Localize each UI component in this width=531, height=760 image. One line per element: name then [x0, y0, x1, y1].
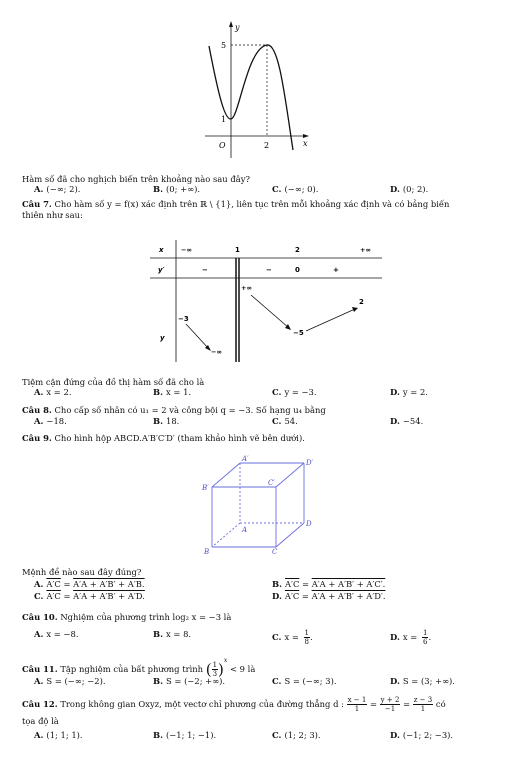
q9-option-lhs: A′C	[284, 591, 300, 601]
table-sign: +	[333, 266, 339, 274]
q6-text: Hàm số đã cho nghịch biến trên khoảng nào sau đây?	[22, 174, 250, 184]
graph-y5: 5	[221, 41, 227, 50]
q7-option-text: y = 2.	[402, 387, 428, 397]
q7-option-text: y = −3.	[284, 387, 317, 397]
q8-text: Cho cấp số nhân có u₁ = 2 và công bội q = −3. Số hạng u₄ bằng	[54, 405, 326, 415]
q6-option-letter: B.	[153, 184, 163, 194]
q12-option-text: (1; 2; 3).	[284, 730, 321, 740]
vertex-d: D	[306, 520, 312, 528]
q8-option-text: 54.	[284, 416, 298, 426]
vertex-d-prime: D′	[306, 459, 314, 467]
frac-num: 1	[304, 629, 309, 637]
q12-label: Câu 12.	[22, 699, 58, 709]
q6-option-a[interactable]	[34, 184, 80, 194]
frac-den: 6	[422, 638, 428, 646]
q9-option-lhs: A′C	[46, 591, 61, 601]
q11-option-text: S = (3; +∞).	[402, 676, 455, 686]
frac-den: 3	[212, 670, 218, 678]
q8-option-letter: C.	[272, 416, 282, 426]
q9-option-rhs: A′A + A′B′ + A′D′.	[311, 591, 386, 601]
q10-option-text: x =	[284, 632, 299, 642]
frac-num: y + 2	[380, 696, 400, 704]
q11-text: Tập nghiệm của bất phương trình	[60, 664, 204, 674]
vertex-a: A	[242, 526, 248, 534]
table-yp-header: y′	[158, 266, 165, 274]
q9-question: Mệnh đề nào sau đây đúng?	[22, 567, 142, 577]
q10-statement	[22, 612, 231, 622]
q9-label: Câu 9.	[22, 433, 52, 443]
frac-num: 1	[422, 629, 428, 637]
q11-option-letter: A.	[34, 676, 44, 686]
q7-option-d[interactable]	[390, 387, 428, 397]
q11-option-c[interactable]	[272, 676, 337, 686]
frac-num: x − 1	[347, 696, 367, 704]
q9-option-d[interactable]: D. A′C = A′A + A′B′ + A′D′.	[272, 591, 386, 601]
q12-tail: có	[435, 699, 446, 709]
q12-option-text: (−1; 2; −3).	[402, 730, 454, 740]
q10-option-a[interactable]	[34, 629, 79, 639]
q10-option-text: x = −8.	[46, 629, 79, 639]
q9-text: Cho hình hộp ABCD.A′B′C′D′ (tham khảo hình vẽ bên dưới).	[54, 433, 305, 443]
frac-den: −1	[384, 705, 396, 713]
q11-option-text: S = (−∞; 3).	[284, 676, 337, 686]
q12-option-letter: C.	[272, 730, 282, 740]
q6-option-b[interactable]	[153, 184, 200, 194]
frac-num: z − 3	[413, 696, 433, 704]
q7-option-letter: C.	[272, 387, 282, 397]
q9-option-letter: B.	[272, 579, 282, 589]
q9-option-rhs: A′A + A′B′ + A′B.	[73, 579, 145, 589]
q6-option-letter: A.	[34, 184, 44, 194]
q7-option-c[interactable]	[272, 387, 317, 397]
q6-option-letter: D.	[390, 184, 400, 194]
q11-option-b[interactable]	[153, 676, 225, 686]
q7-option-text: x = 2.	[46, 387, 72, 397]
q9-option-letter: D.	[272, 591, 282, 601]
q10-label: Câu 10.	[22, 612, 58, 622]
q11-rest: < 9 là	[229, 664, 256, 674]
vertex-b: B	[204, 548, 210, 556]
q11-option-text: S = (−∞; −2).	[46, 676, 106, 686]
q8-option-text: −18.	[46, 416, 67, 426]
table-y-val: −5	[293, 329, 304, 337]
vertex-b-prime: B′	[202, 484, 209, 492]
q12-text: Trong không gian Oxyz, một vectơ chỉ phương của đường thẳng d :	[60, 699, 344, 709]
q12-option-text: (1; 1; 1).	[46, 730, 83, 740]
q10-option-text: x =	[402, 632, 418, 642]
table-y-val: −3	[178, 315, 189, 323]
q10-option-letter: C.	[272, 632, 282, 642]
q9-option-letter: A.	[34, 579, 44, 589]
q11-option-text: S = (−2; +∞).	[166, 676, 226, 686]
q12-option-c[interactable]	[272, 730, 321, 740]
q10-option-d[interactable]: D. x = $\frac{1}{6}$ .	[390, 629, 432, 646]
q8-option-text: 18.	[166, 416, 180, 426]
q7-text2: thiên như sau:	[22, 210, 83, 220]
table-x-val: −∞	[181, 246, 192, 254]
q9-statement	[22, 433, 305, 443]
graph-x-label: x	[303, 139, 308, 148]
table-y-val: +∞	[241, 284, 252, 292]
q11-option-d[interactable]	[390, 676, 455, 686]
table-sign: −	[202, 266, 208, 274]
q7-statement	[22, 199, 449, 209]
q9-option-b[interactable]: B. A′C = A′A + A′B′ + A′C′.	[272, 579, 386, 589]
q7-option-letter: B.	[153, 387, 163, 397]
graph-y-label: y	[235, 23, 240, 32]
q6-option-text: (−∞; 0).	[284, 184, 319, 194]
table-x-header: x	[159, 246, 164, 254]
q9-option-rhs: A′A + A′B′ + A′D.	[73, 591, 145, 601]
q10-option-letter: D.	[390, 632, 400, 642]
q12-option-text: (−1; 1; −1).	[166, 730, 217, 740]
table-y-val: −∞	[211, 348, 222, 356]
q7-option-letter: D.	[390, 387, 400, 397]
table-sign: −	[266, 266, 272, 274]
q6-option-text: (0; 2).	[402, 184, 429, 194]
table-x-val: +∞	[360, 246, 371, 254]
q8-option-d[interactable]	[390, 416, 423, 426]
q11-option-a[interactable]	[34, 676, 106, 686]
table-x-val: 2	[295, 246, 300, 254]
variation-table	[150, 240, 382, 362]
q7-option-b[interactable]	[153, 387, 191, 397]
q10-option-c[interactable]: C. x = $\frac{1}{8}$ .	[272, 629, 313, 646]
q8-option-letter: D.	[390, 416, 400, 426]
q10-option-b[interactable]	[153, 629, 191, 639]
table-y-val: 2	[359, 298, 364, 306]
q8-option-letter: A.	[34, 416, 44, 426]
frac-num: 1	[212, 661, 218, 669]
q11-statement: Câu 11. Tập nghiệm của bất phương trình ( $\frac{1}{3}$ )$^x$ < 9 là	[22, 657, 256, 679]
q12-option-letter: D.	[390, 730, 400, 740]
q7-question: Tiệm cận đứng của đồ thị hàm số đã cho là	[22, 377, 205, 387]
q7-option-letter: A.	[34, 387, 44, 397]
q8-option-text: −54.	[402, 416, 424, 426]
vertex-a-prime: A′	[242, 455, 249, 463]
frac-den: 1	[354, 705, 360, 713]
q7-label: Câu 7.	[22, 199, 52, 209]
q9-option-letter: C.	[34, 591, 44, 601]
q7-text1: Cho hàm số y = f(x) xác định trên ℝ \ {1}, liên tục trên mỗi khoảng xác định và có bảng biến	[54, 199, 450, 209]
q9-option-rhs: A′A + A′B′ + A′C′.	[311, 579, 386, 589]
q11-option-letter: C.	[272, 676, 282, 686]
q8-statement	[22, 405, 326, 415]
table-x-val: 1	[235, 246, 240, 254]
q8-option-b[interactable]	[153, 416, 179, 426]
q11-label: Câu 11.	[22, 664, 58, 674]
q7-option-a[interactable]	[34, 387, 71, 397]
function-graph	[195, 18, 325, 158]
q12-line2: tọa độ là	[22, 716, 59, 726]
q12-option-a[interactable]	[34, 730, 83, 740]
frac-den: 8	[304, 638, 309, 646]
q6-option-text: (0; +∞).	[166, 184, 201, 194]
q12-option-letter: B.	[153, 730, 163, 740]
q10-text: Nghiệm của phương trình log₂ x = −3 là	[60, 612, 232, 622]
q10-option-letter: B.	[153, 629, 163, 639]
q8-option-letter: B.	[153, 416, 163, 426]
q12-option-letter: A.	[34, 730, 44, 740]
q9-option-c[interactable]: C. A′C = A′A + A′B′ + A′D.	[34, 591, 145, 601]
q12-option-d[interactable]	[390, 730, 453, 740]
q10-option-text: x = 8.	[166, 629, 192, 639]
vertex-c: C	[272, 548, 278, 556]
table-sign: 0	[295, 266, 300, 274]
table-y-header: y	[160, 334, 165, 342]
graph-x2: 2	[264, 141, 270, 150]
q7-option-text: x = 1.	[166, 387, 192, 397]
q12-option-b[interactable]	[153, 730, 216, 740]
q8-option-c[interactable]	[272, 416, 298, 426]
graph-y1: 1	[221, 115, 227, 124]
q6-option-text: (−∞; 2).	[46, 184, 81, 194]
q10-option-letter: A.	[34, 629, 44, 639]
q9-option-a[interactable]: A. A′C = A′A + A′B′ + A′B.	[34, 579, 145, 589]
q6-option-letter: C.	[272, 184, 282, 194]
q11-option-letter: B.	[153, 676, 163, 686]
q6-option-c[interactable]	[272, 184, 318, 194]
frac-den: 1	[420, 705, 426, 713]
q9-option-lhs: A′C	[46, 579, 61, 589]
q8-option-a[interactable]	[34, 416, 67, 426]
q6-option-d[interactable]	[390, 184, 428, 194]
q8-label: Câu 8.	[22, 405, 52, 415]
vertex-c-prime: C′	[268, 479, 275, 487]
q9-option-lhs: A′C	[285, 579, 300, 589]
q11-option-letter: D.	[390, 676, 400, 686]
parallelepiped-figure	[200, 452, 330, 562]
q11-exp: x	[223, 657, 228, 664]
graph-origin: O	[219, 141, 226, 150]
q12-statement: Câu 12. Trong không gian Oxyz, một vectơ chỉ phương của đường thẳng d : $\frac{x - 1}{1}$ = $\frac{y + 2}{-1}$ = $\frac{z - 3}{1}$ có	[22, 696, 446, 713]
